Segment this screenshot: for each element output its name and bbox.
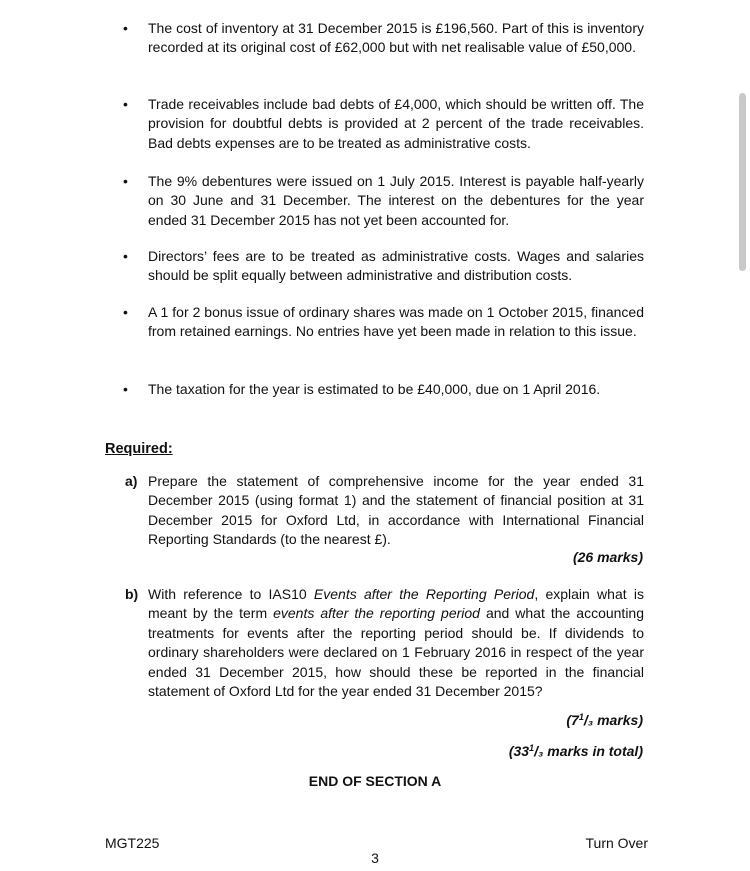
- total-marks: [509, 743, 643, 759]
- bullet-symbol: •: [123, 304, 128, 320]
- footer-course-code: MGT225: [105, 835, 160, 851]
- bullet-symbol: •: [123, 20, 128, 36]
- marks-close: marks): [593, 712, 643, 728]
- bullet-taxation: The taxation for the year is estimated to be £40,000, due on 1 April 2016.: [148, 381, 601, 397]
- bullet-inventory: The cost of inventory at 31 December 2015 is £196,560. Part of this is inventory recorded at its original cost of £62,000 but with net realisable value of £50,000.: [148, 20, 644, 56]
- marks-frac: 1: [578, 712, 584, 722]
- bullet-symbol: •: [123, 381, 128, 397]
- bullet-directors-fees: Directors’ fees are to be treated as administrative costs. Wages and salaries should be split equally between administrative and distribution costs.: [148, 248, 644, 284]
- section-end: END OF SECTION A: [308, 773, 442, 789]
- footer-turn-over: Turn Over: [585, 835, 648, 851]
- scrollbar-thumb[interactable]: [739, 93, 746, 271]
- question-b-text-part: With reference to IAS10: [148, 586, 314, 602]
- total-frac: 1: [529, 743, 535, 753]
- question-b-text: [148, 585, 644, 701]
- question-a-marks: (26 marks): [572, 549, 643, 565]
- question-b-label: b): [125, 586, 139, 602]
- page-number: 3: [371, 850, 379, 866]
- question-b-italic-term: events after the reporting period: [273, 605, 480, 622]
- marks-open: (7: [566, 712, 579, 728]
- bullet-bonus-issue: A 1 for 2 bonus issue of ordinary shares was made on 1 October 2015, financed from retained earnings. No entries have yet been made in relation to this issue.: [148, 304, 644, 340]
- total-close: marks in total): [543, 743, 643, 759]
- marks-den: /₃: [583, 712, 594, 728]
- question-b-text-part: and what the accounting treatments for events after the reporting period should be. If dividends to ordinary shareholders were declared on 1 February 2016 in respect of the year ended 31 December 2015, how should these be reported in the financial statement of Oxford Ltd for the year ended 31 December 2015?: [148, 605, 645, 700]
- required-heading: Required:: [105, 441, 173, 457]
- question-a-label: a): [125, 473, 138, 489]
- bullet-symbol: •: [123, 173, 128, 189]
- question-b-italic-title: Events after the Reporting Period: [313, 586, 535, 602]
- bullet-symbol: •: [123, 96, 128, 112]
- total-open: (33: [508, 743, 530, 759]
- bullet-receivables: Trade receivables include bad debts of £4,000, which should be written off. The provision for doubtful debts is provided at 2 percent of the trade receivables. Bad debts expenses are to be treated as administrative costs.: [148, 96, 644, 151]
- total-den: /₃: [534, 743, 544, 759]
- question-a-text: Prepare the statement of comprehensive income for the year ended 31 December 2015 (using format 1) and the statement of financial position at 31 December 2015 for Oxford Ltd, in accordance with International Financial Reporting Standards (to the nearest £).: [148, 473, 644, 548]
- question-b-text-part: , explain what is meant by the term: [148, 586, 644, 622]
- bullet-symbol: •: [123, 248, 128, 264]
- bullet-debentures: The 9% debentures were issued on 1 July 2015. Interest is payable half-yearly on 30 June and 31 December. The interest on the debentures for the year ended 31 December 2015 has not yet been accounted for.: [148, 173, 644, 228]
- question-b-marks: [566, 712, 643, 728]
